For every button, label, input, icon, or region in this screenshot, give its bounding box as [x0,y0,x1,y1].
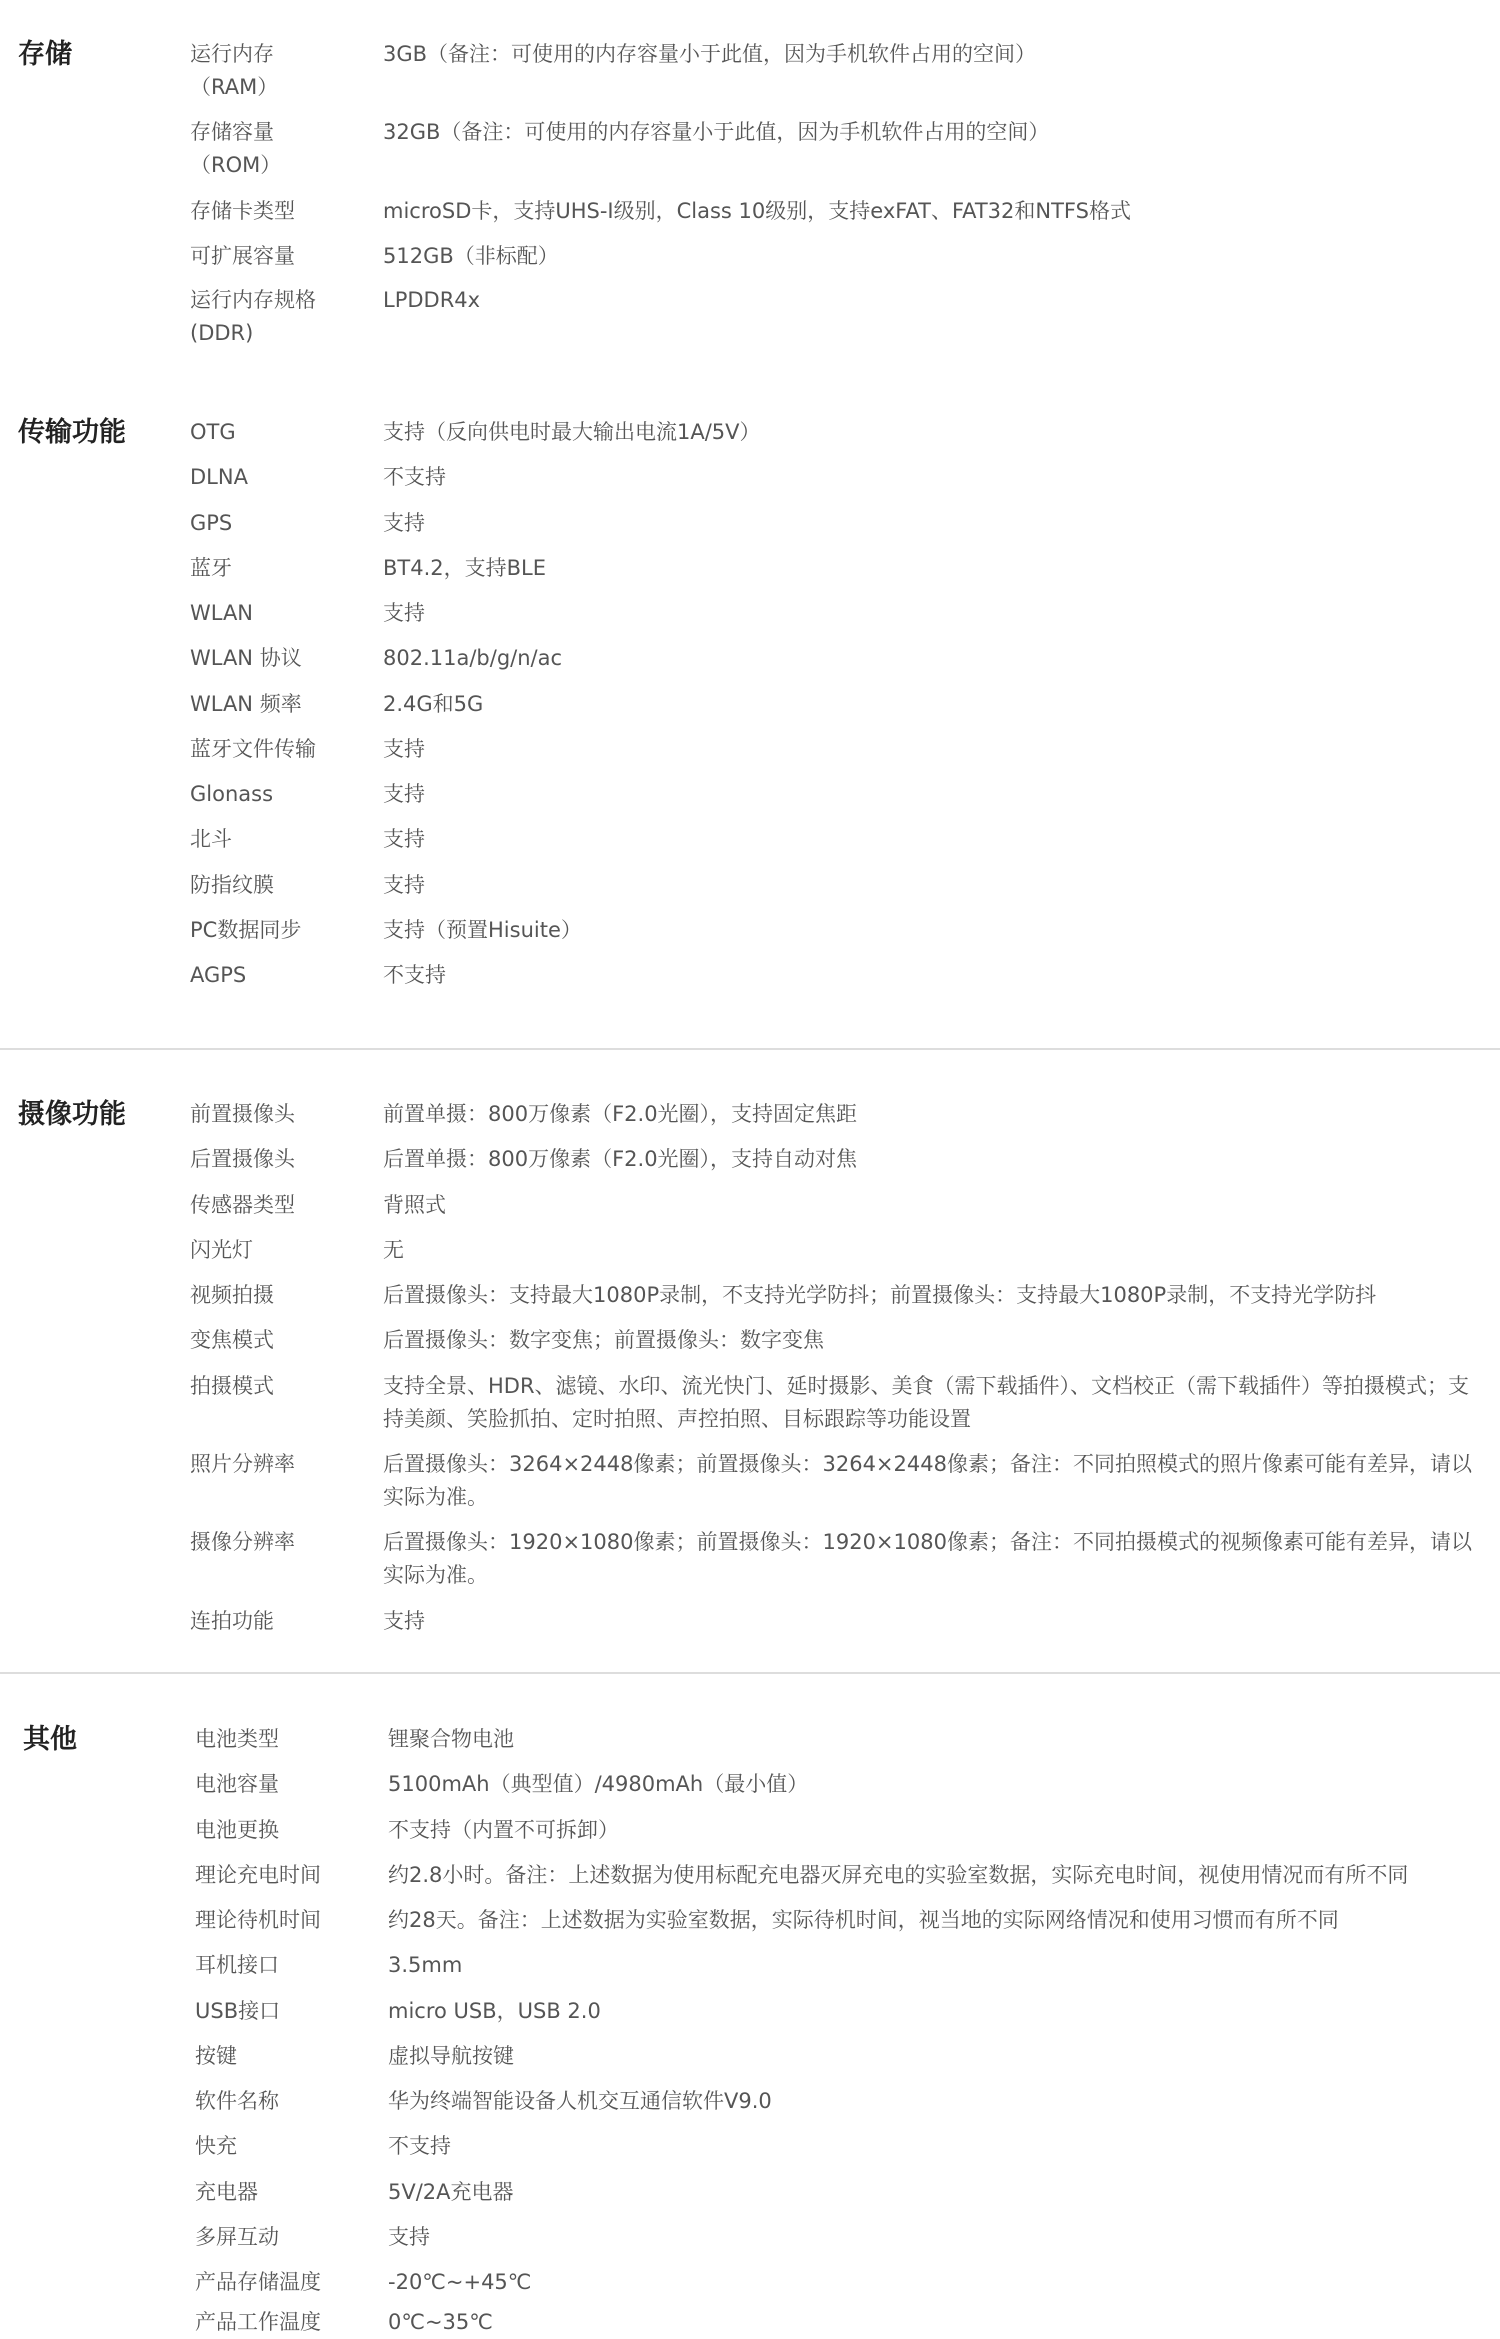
spec-label: 电池容量 [195,1772,279,1796]
spec-value: micro USB，USB 2.0 [388,1999,601,2023]
spec-label: 多屏互动 [195,2225,279,2249]
spec-value: 支持 [383,827,425,851]
spec-value: 5V/2A充电器 [388,2180,514,2204]
spec-value: 后置单摄：800万像素（F2.0光圈），支持自动对焦 [383,1147,858,1171]
spec-label: WLAN [190,601,254,625]
spec-label: Glonass [190,782,274,806]
spec-label: 拍摄模式 [190,1374,274,1398]
spec-value: 约28天。备注：上述数据为实验室数据，实际待机时间，视当地的实际网络情况和使用习惯而有所不同 [388,1908,1339,1932]
spec-value: 背照式 [383,1193,446,1217]
spec-value: 前置单摄：800万像素（F2.0光圈），支持固定焦距 [383,1102,858,1126]
spec-value: 3GB（备注：可使用的内存容量小于此值，因为手机软件占用的空间） [383,42,1037,66]
section-title: 存储 [18,39,72,70]
spec-label: 蓝牙 [190,556,232,580]
spec-value: 支持全景、HDR、滤镜、水印、流光快门、延时摄影、美食（需下载插件）、文档校正（需下载插件）等拍摄模式；支持美颜、笑脸抓拍、定时拍照、声控拍照、目标跟踪等功能设置 [383,1374,1470,1431]
spec-label: 闪光灯 [190,1238,253,1262]
spec-value: 802.11a/b/g/n/ac [383,646,563,670]
spec-label: 可扩展容量 [190,244,295,268]
spec-value: 支持（预置Hisuite） [383,918,582,942]
spec-value: -20℃~+45℃ [388,2270,532,2294]
spec-label: PC数据同步 [190,918,302,942]
spec-value: 支持 [388,2225,430,2249]
spec-value: 32GB（备注：可使用的内存容量小于此值，因为手机软件占用的空间） [383,120,1050,144]
spec-value: 0℃~35℃ [388,2310,493,2334]
spec-label: 照片分辨率 [190,1452,295,1476]
spec-value: 不支持 [383,465,446,489]
spec-label: 软件名称 [195,2089,279,2113]
section-title: 其他 [23,1724,77,1755]
spec-value: 2.4G和5G [383,692,484,716]
spec-value: 不支持 [383,963,446,987]
spec-label: 传感器类型 [190,1193,295,1217]
spec-value: 支持 [383,1609,425,1633]
spec-label: DLNA [190,465,248,489]
spec-label: 充电器 [195,2180,258,2204]
spec-label: 存储卡类型 [190,199,295,223]
spec-label: 摄像分辨率 [190,1530,295,1554]
spec-label: 运行内存规格 (DDR) [190,288,316,345]
spec-label: USB接口 [195,1999,281,2023]
spec-value: 5100mAh（典型值）/4980mAh（最小值） [388,1772,809,1796]
spec-label: 后置摄像头 [190,1147,295,1171]
spec-value: BT4.2，支持BLE [383,556,547,580]
spec-label: 防指纹膜 [190,873,274,897]
spec-label: 运行内存 （RAM） [190,42,279,99]
spec-value: 不支持（内置不可拆卸） [388,1818,619,1842]
spec-label: AGPS [190,963,247,987]
spec-label: 理论待机时间 [195,1908,321,1932]
spec-value: 支持 [383,737,425,761]
spec-label: GPS [190,511,233,535]
spec-value: microSD卡，支持UHS-I级别，Class 10级别，支持exFAT、FAT32和NTFS格式 [383,199,1131,223]
spec-label: 理论充电时间 [195,1863,321,1887]
spec-value: 支持 [383,511,425,535]
spec-label: 产品存储温度 [195,2270,321,2294]
section-divider [0,1672,1500,1674]
spec-value: 支持 [383,601,425,625]
spec-label: 按键 [195,2044,237,2068]
spec-label: 电池类型 [195,1727,279,1751]
spec-label: 产品工作温度 [195,2310,321,2334]
spec-label: 前置摄像头 [190,1102,295,1126]
spec-value: 无 [383,1238,404,1262]
section-title: 摄像功能 [18,1099,126,1130]
spec-label: 变焦模式 [190,1328,274,1352]
spec-label: WLAN 频率 [190,692,302,716]
spec-label: 连拍功能 [190,1609,274,1633]
spec-label: 存储容量 （ROM） [190,120,282,177]
spec-value: 支持 [383,873,425,897]
section-divider [0,1048,1500,1050]
spec-value: 512GB（非标配） [383,244,559,268]
section-title: 传输功能 [18,417,126,448]
spec-label: WLAN 协议 [190,646,302,670]
spec-label: 北斗 [190,827,232,851]
spec-value: 后置摄像头：数字变焦；前置摄像头：数字变焦 [383,1328,824,1352]
spec-value: 3.5mm [388,1953,463,1977]
spec-value: 后置摄像头：1920×1080像素；前置摄像头：1920×1080像素；备注：不同拍摄模式的视频像素可能有差异，请以实际为准。 [383,1530,1472,1587]
spec-label: 快充 [195,2134,237,2158]
spec-label: OTG [190,420,236,444]
spec-value: 约2.8小时。备注：上述数据为使用标配充电器灭屏充电的实验室数据，实际充电时间，视使用情况而有所不同 [388,1863,1409,1887]
spec-value: LPDDR4x [383,288,481,312]
spec-value: 后置摄像头：3264×2448像素；前置摄像头：3264×2448像素；备注：不同拍照模式的照片像素可能有差异，请以实际为准。 [383,1452,1472,1509]
spec-label: 电池更换 [195,1818,279,1842]
spec-value: 后置摄像头：支持最大1080P录制，不支持光学防抖；前置摄像头：支持最大1080P录制，不支持光学防抖 [383,1283,1377,1307]
spec-label: 蓝牙文件传输 [190,737,316,761]
spec-value: 支持 [383,782,425,806]
spec-label: 耳机接口 [195,1953,279,1977]
spec-value: 华为终端智能设备人机交互通信软件V9.0 [388,2089,772,2113]
spec-label: 视频拍摄 [190,1283,274,1307]
spec-value: 虚拟导航按键 [388,2044,514,2068]
spec-value: 锂聚合物电池 [388,1727,514,1751]
spec-value: 支持（反向供电时最大输出电流1A/5V） [383,420,761,444]
spec-value: 不支持 [388,2134,451,2158]
